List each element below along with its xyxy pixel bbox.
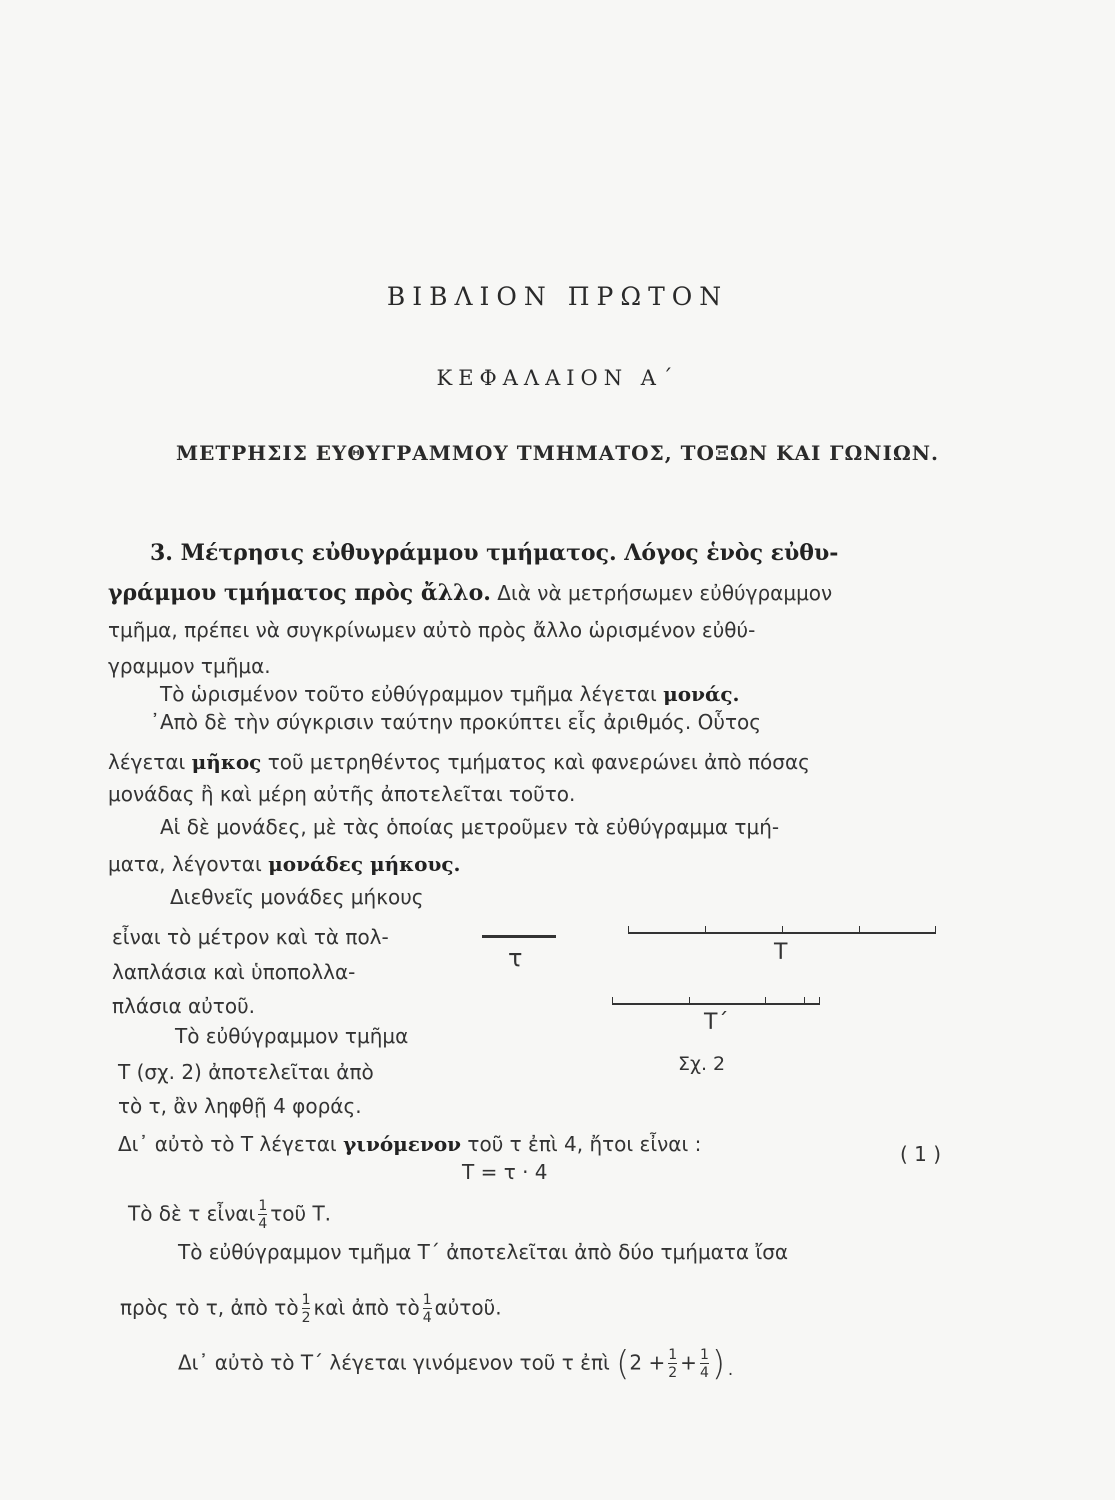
frac-numerator: 1: [422, 1292, 432, 1308]
frac-denominator: 4: [699, 1365, 709, 1381]
tick: [765, 997, 766, 1004]
para9-line2: [120, 1292, 502, 1326]
para9-line2-c: αὐτοῦ.: [434, 1295, 502, 1320]
fraction-one-quarter: [700, 1347, 709, 1381]
plus-sign: +: [648, 1350, 666, 1375]
para4-bold: μονάδες μήκους.: [268, 852, 461, 876]
section-title: ΜΕΤΡΗΣΙΣ ΕΥΘΥΓΡΑΜΜΟΥ ΤΜΗΜΑΤΟΣ, ΤΟΞΩΝ ΚΑΙ ΓΩΝΙΩΝ.: [176, 441, 939, 465]
para8-text-b: τοῦ Τ.: [270, 1201, 332, 1226]
para2-text: Τὸ ὡρισμένον τοῦτο εὐθύγραμμον τμῆμα λέγεται: [160, 682, 664, 706]
frac-numerator: 1: [258, 1198, 268, 1214]
frac-denominator: 2: [668, 1365, 678, 1381]
para6-line3: τὸ τ, ἂν ληφθῇ 4 φοράς.: [118, 1094, 362, 1118]
para8-text-a: Τὸ δὲ τ εἶναι: [128, 1201, 256, 1226]
tick: [628, 926, 629, 933]
tick: [859, 926, 860, 933]
para6-line1: Τὸ εὐθύγραμμον τμῆμα: [175, 1024, 409, 1048]
para1-text-a: Διὰ νὰ μετρήσωμεν εὐθύγραμμον: [490, 581, 833, 605]
chapter-title: ΚΕΦΑΛΑΙΟΝ Α΄: [436, 366, 679, 390]
para1-line1: [150, 540, 838, 566]
para4-line2: [108, 852, 461, 876]
label-T: Τ: [774, 940, 788, 965]
frac-numerator: 1: [668, 1346, 678, 1363]
para1-heading-a: 3. Μέτρησις εὐθυγράμμου τμήματος. Λόγος ἑνὸς εὐθυ-: [150, 540, 839, 566]
fraction-one-quarter: [423, 1292, 432, 1326]
segment-T-prime: [612, 1003, 820, 1005]
para3-line1: ᾿Απὸ δὲ τὴν σύγκρισιν ταύτην προκύπτει εἷς ἀριθμός. Οὗτος: [150, 710, 761, 734]
para9-line2-b: καὶ ἀπὸ τὸ: [313, 1295, 420, 1320]
para5-line3: λαπλάσια καὶ ὑποπολλα-: [112, 960, 356, 984]
frac-denominator: 4: [422, 1310, 432, 1327]
plus-sign: +: [680, 1350, 697, 1375]
frac-denominator: 2: [301, 1310, 311, 1327]
label-t: τ: [508, 944, 523, 972]
label-T-prime: Τ΄: [704, 1010, 729, 1035]
para7-text-b: τοῦ τ ἐπὶ 4, ἤτοι εἶναι :: [461, 1132, 702, 1156]
frac-numerator: 1: [301, 1292, 311, 1308]
tick: [689, 997, 690, 1004]
para5-line1: Διεθνεῖς μονάδες μήκους: [170, 885, 424, 909]
para7-text-a: Δι᾿ αὐτὸ τὸ Τ λέγεται: [118, 1132, 344, 1156]
para4-line2-a: ματα, λέγονται: [108, 852, 269, 876]
tick: [782, 926, 783, 933]
para7-line: [118, 1132, 701, 1156]
whole-number: 2: [629, 1350, 643, 1375]
equation-number: ( 1 ): [900, 1142, 942, 1166]
para2-bold: μονάς.: [663, 682, 740, 706]
para1-line3: τμῆμα, πρέπει νὰ συγκρίνωμεν αὐτὸ πρὸς ἄλλο ὡρισμένον εὐθύ-: [108, 618, 756, 642]
para9-line1: Τὸ εὐθύγραμμον τμῆμα Τ΄ ἀποτελεῖται ἀπὸ δύο τμήματα ἴσα: [178, 1240, 789, 1264]
para1-line2: [108, 580, 832, 606]
fraction-one-quarter: [258, 1198, 267, 1232]
tick: [612, 997, 613, 1004]
tick: [705, 926, 706, 933]
para3-line2-a: λέγεται: [108, 750, 192, 774]
segment-t: [482, 935, 556, 938]
equation-1: Τ = τ · 4: [462, 1160, 548, 1184]
para8-line: [128, 1198, 331, 1232]
para10-text-a: Δι᾿ αὐτὸ τὸ Τ΄ λέγεται γινόμενον τοῦ τ ἐπὶ: [178, 1350, 610, 1375]
para3-line3: μονάδας ἢ καὶ μέρη αὐτῆς ἀποτελεῖται τοῦτο.: [108, 782, 576, 806]
para3-line2: [108, 750, 810, 774]
para3-bold: μῆκος: [191, 750, 262, 774]
tick: [804, 997, 805, 1004]
para2-line: [160, 682, 740, 706]
para10-line: [178, 1344, 736, 1384]
tick: [819, 997, 820, 1004]
frac-denominator: 4: [258, 1216, 268, 1233]
para3-line2-b: τοῦ μετρηθέντος τμήματος καὶ φανερώνει ἀπὸ πόσας: [261, 750, 810, 774]
fraction-one-half: [302, 1292, 311, 1326]
fraction-one-half: [668, 1347, 677, 1381]
frac-numerator: 1: [699, 1346, 709, 1363]
para1-line4: γραμμον τμῆμα.: [108, 654, 271, 678]
para7-bold: γινόμενον: [343, 1132, 462, 1156]
book-title: ΒΙΒΛΙΟΝ ΠΡΩΤΟΝ: [386, 282, 729, 311]
para5-line2: εἶναι τὸ μέτρον καὶ τὰ πολ-: [112, 925, 389, 949]
figure-caption: Σχ. 2: [678, 1053, 726, 1075]
para6-line2: Τ (σχ. 2) ἀποτελεῖται ἀπὸ: [118, 1060, 374, 1084]
para1-heading-b: γράμμου τμήματος πρὸς ἄλλο.: [108, 580, 491, 606]
paren-close: ).: [711, 1344, 736, 1384]
tick: [935, 926, 936, 933]
para9-line2-a: πρὸς τὸ τ, ἀπὸ τὸ: [120, 1295, 299, 1320]
para5-line4: πλάσια αὐτοῦ.: [112, 994, 256, 1018]
paren-open: (: [616, 1344, 630, 1384]
para4-line1: Αἱ δὲ μονάδες, μὲ τὰς ὁποίας μετροῦμεν τὰ εὐθύγραμμα τμή-: [160, 815, 780, 839]
